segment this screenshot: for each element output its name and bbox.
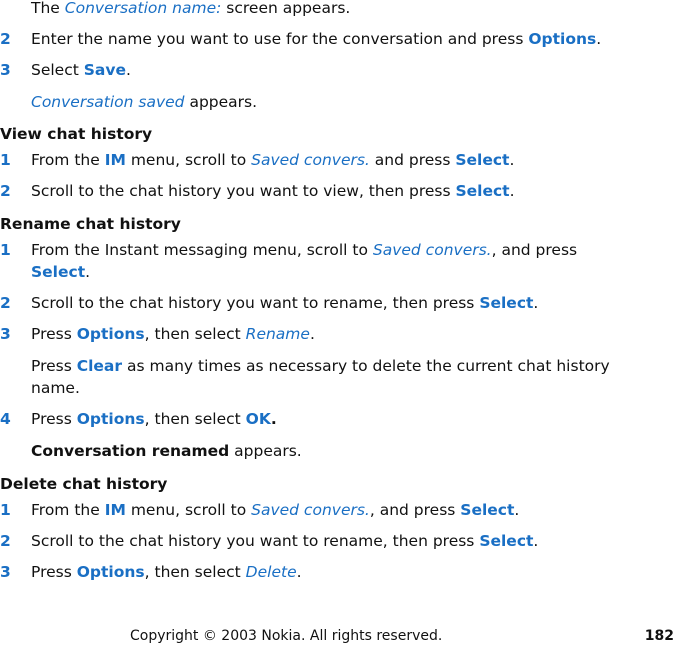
text: , then select xyxy=(144,563,246,581)
text: . xyxy=(533,532,539,550)
text: , then select xyxy=(144,410,246,428)
step-number: 2 xyxy=(0,532,11,550)
softkey-label: Select xyxy=(31,263,86,281)
menu-label: IM xyxy=(104,501,126,519)
text: From the Instant messaging menu, scroll to xyxy=(31,241,373,259)
text: Enter the name you want to use for the conversation and press xyxy=(31,30,529,48)
text: Select xyxy=(31,61,84,79)
text: , and press xyxy=(491,241,578,259)
step-number: 4 xyxy=(0,410,11,428)
text: Press xyxy=(31,357,77,375)
step-text xyxy=(31,561,591,583)
step-number: 3 xyxy=(0,61,11,79)
text: screen appears. xyxy=(221,0,351,17)
text: menu, scroll to xyxy=(125,151,252,169)
text: and press xyxy=(369,151,456,169)
text: . xyxy=(309,325,315,343)
softkey-label: Clear xyxy=(76,357,123,375)
softkey-label: Select xyxy=(455,182,510,200)
page-number: 182 xyxy=(644,628,674,644)
screen-name: Conversation renamed xyxy=(31,442,230,460)
text: menu, scroll to xyxy=(125,501,252,519)
softkey-label: Select xyxy=(479,532,534,550)
softkey-label: Save xyxy=(83,61,126,79)
text: Scroll to the chat history you want to rename, then press xyxy=(31,294,480,312)
step-text xyxy=(31,530,591,552)
step-text xyxy=(31,0,591,19)
text: From the xyxy=(31,151,105,169)
text: Press xyxy=(31,563,77,581)
text: appears. xyxy=(229,442,302,460)
step-note-continued xyxy=(31,377,591,399)
text: . xyxy=(126,61,131,79)
section-heading: Rename chat history xyxy=(0,215,181,233)
screen-name: Conversation name: xyxy=(64,0,222,17)
section-heading: Delete chat history xyxy=(0,475,168,493)
text: . xyxy=(270,410,277,428)
menu-item-name: Saved convers. xyxy=(372,241,492,259)
step-note xyxy=(31,355,610,377)
text: Press xyxy=(31,410,77,428)
text: Scroll to the chat history you want to rename, then press xyxy=(31,532,480,550)
text: . xyxy=(514,501,520,519)
text: name. xyxy=(31,379,80,397)
text: . xyxy=(596,30,602,48)
text: From the xyxy=(31,501,105,519)
step-text xyxy=(31,239,591,261)
text: The xyxy=(31,0,65,17)
text: . xyxy=(296,563,302,581)
step-text xyxy=(31,180,591,202)
option-name: OK xyxy=(245,410,271,428)
step-number: 3 xyxy=(0,325,11,343)
step-text xyxy=(31,59,591,81)
screen-name: Conversation saved xyxy=(31,93,185,111)
text: . xyxy=(533,294,539,312)
text: as many times as necessary to delete the current chat history xyxy=(122,357,610,375)
menu-item-name: Saved convers. xyxy=(251,501,370,519)
copyright-notice: Copyright © 2003 Nokia. All rights reserved. xyxy=(130,628,443,644)
text: . xyxy=(509,182,515,200)
step-text xyxy=(31,408,591,430)
menu-label: IM xyxy=(104,151,126,169)
step-text xyxy=(31,28,602,50)
step-note xyxy=(31,91,591,113)
softkey-label: Options xyxy=(76,410,145,428)
option-name: Delete xyxy=(245,563,297,581)
step-number: 2 xyxy=(0,294,11,312)
step-text xyxy=(31,323,591,345)
text: , then select xyxy=(144,325,246,343)
softkey-label: Options xyxy=(76,325,145,343)
text: . xyxy=(509,151,515,169)
step-number: 2 xyxy=(0,30,11,48)
step-number: 1 xyxy=(0,241,11,259)
softkey-label: Select xyxy=(479,294,534,312)
text: Press xyxy=(31,325,77,343)
step-text xyxy=(31,149,591,171)
text: , and press xyxy=(369,501,461,519)
step-number: 3 xyxy=(0,563,11,581)
text: Scroll to the chat history you want to view, then press xyxy=(31,182,456,200)
softkey-label: Select xyxy=(460,501,515,519)
step-text xyxy=(31,499,591,521)
step-note xyxy=(31,440,591,462)
step-number: 2 xyxy=(0,182,11,200)
step-text xyxy=(31,292,591,314)
step-number: 1 xyxy=(0,151,11,169)
softkey-label: Select xyxy=(455,151,510,169)
step-number: 1 xyxy=(0,501,11,519)
option-name: Rename xyxy=(245,325,310,343)
text: appears. xyxy=(184,93,258,111)
text: . xyxy=(85,263,91,281)
step-text-continued xyxy=(31,261,591,283)
softkey-label: Options xyxy=(76,563,145,581)
softkey-label: Options xyxy=(528,30,597,48)
menu-item-name: Saved convers. xyxy=(251,151,370,169)
section-heading: View chat history xyxy=(0,125,153,143)
